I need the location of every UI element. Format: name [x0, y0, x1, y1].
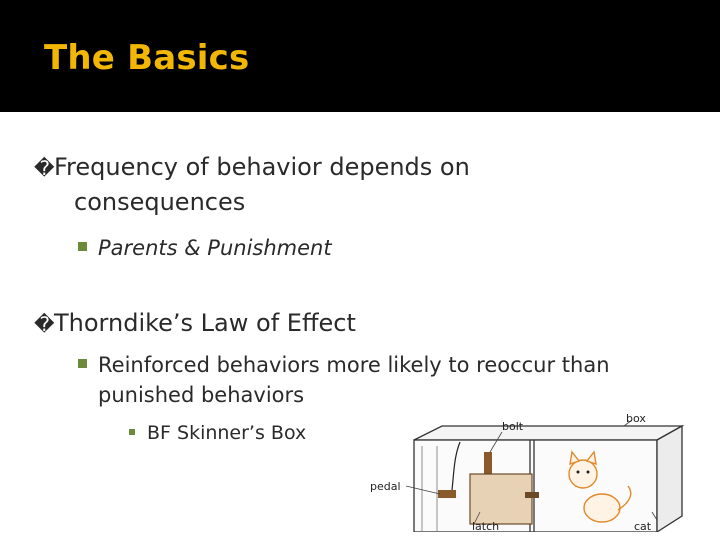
sub-bullet-text: Parents & Punishment	[98, 236, 332, 260]
pedal-shape	[438, 490, 456, 498]
latch-shape	[525, 492, 539, 498]
box-outline	[414, 426, 682, 532]
sub-bullet-reinforced	[78, 350, 610, 410]
sub-sub-bullet-skinner	[129, 422, 306, 444]
bullet-thorndike	[34, 306, 356, 341]
bolt-shape	[484, 452, 492, 474]
bullet-marker-icon: �	[34, 156, 55, 180]
sub-bullet-parents	[78, 233, 332, 263]
bullet-frequency	[34, 150, 470, 219]
label-pedal: pedal	[370, 480, 401, 493]
sub-bullet-text-line2: punished behaviors	[98, 383, 305, 407]
label-cat: cat	[634, 520, 652, 532]
bullet-text-line1: Frequency of behavior depends on	[54, 153, 470, 181]
label-bolt: bolt	[502, 420, 524, 433]
square-bullet-icon	[129, 429, 135, 435]
bullet-text-line1: Thorndike’s Law of Effect	[54, 309, 356, 337]
title-bar	[0, 0, 720, 112]
square-bullet-icon	[78, 359, 87, 368]
sub-bullet-text-line1: Reinforced behaviors more likely to reoccur than	[98, 353, 610, 377]
puzzle-box-diagram	[362, 412, 702, 532]
bullet-text-line2: consequences	[74, 188, 246, 216]
door-shape	[470, 474, 532, 524]
bullet-marker-icon: �	[34, 312, 55, 336]
square-bullet-icon	[78, 242, 87, 251]
slide-title: The Basics	[44, 38, 250, 78]
label-box: box	[626, 412, 646, 425]
label-latch: latch	[472, 520, 500, 532]
sub-sub-bullet-text: BF Skinner’s Box	[147, 422, 307, 444]
